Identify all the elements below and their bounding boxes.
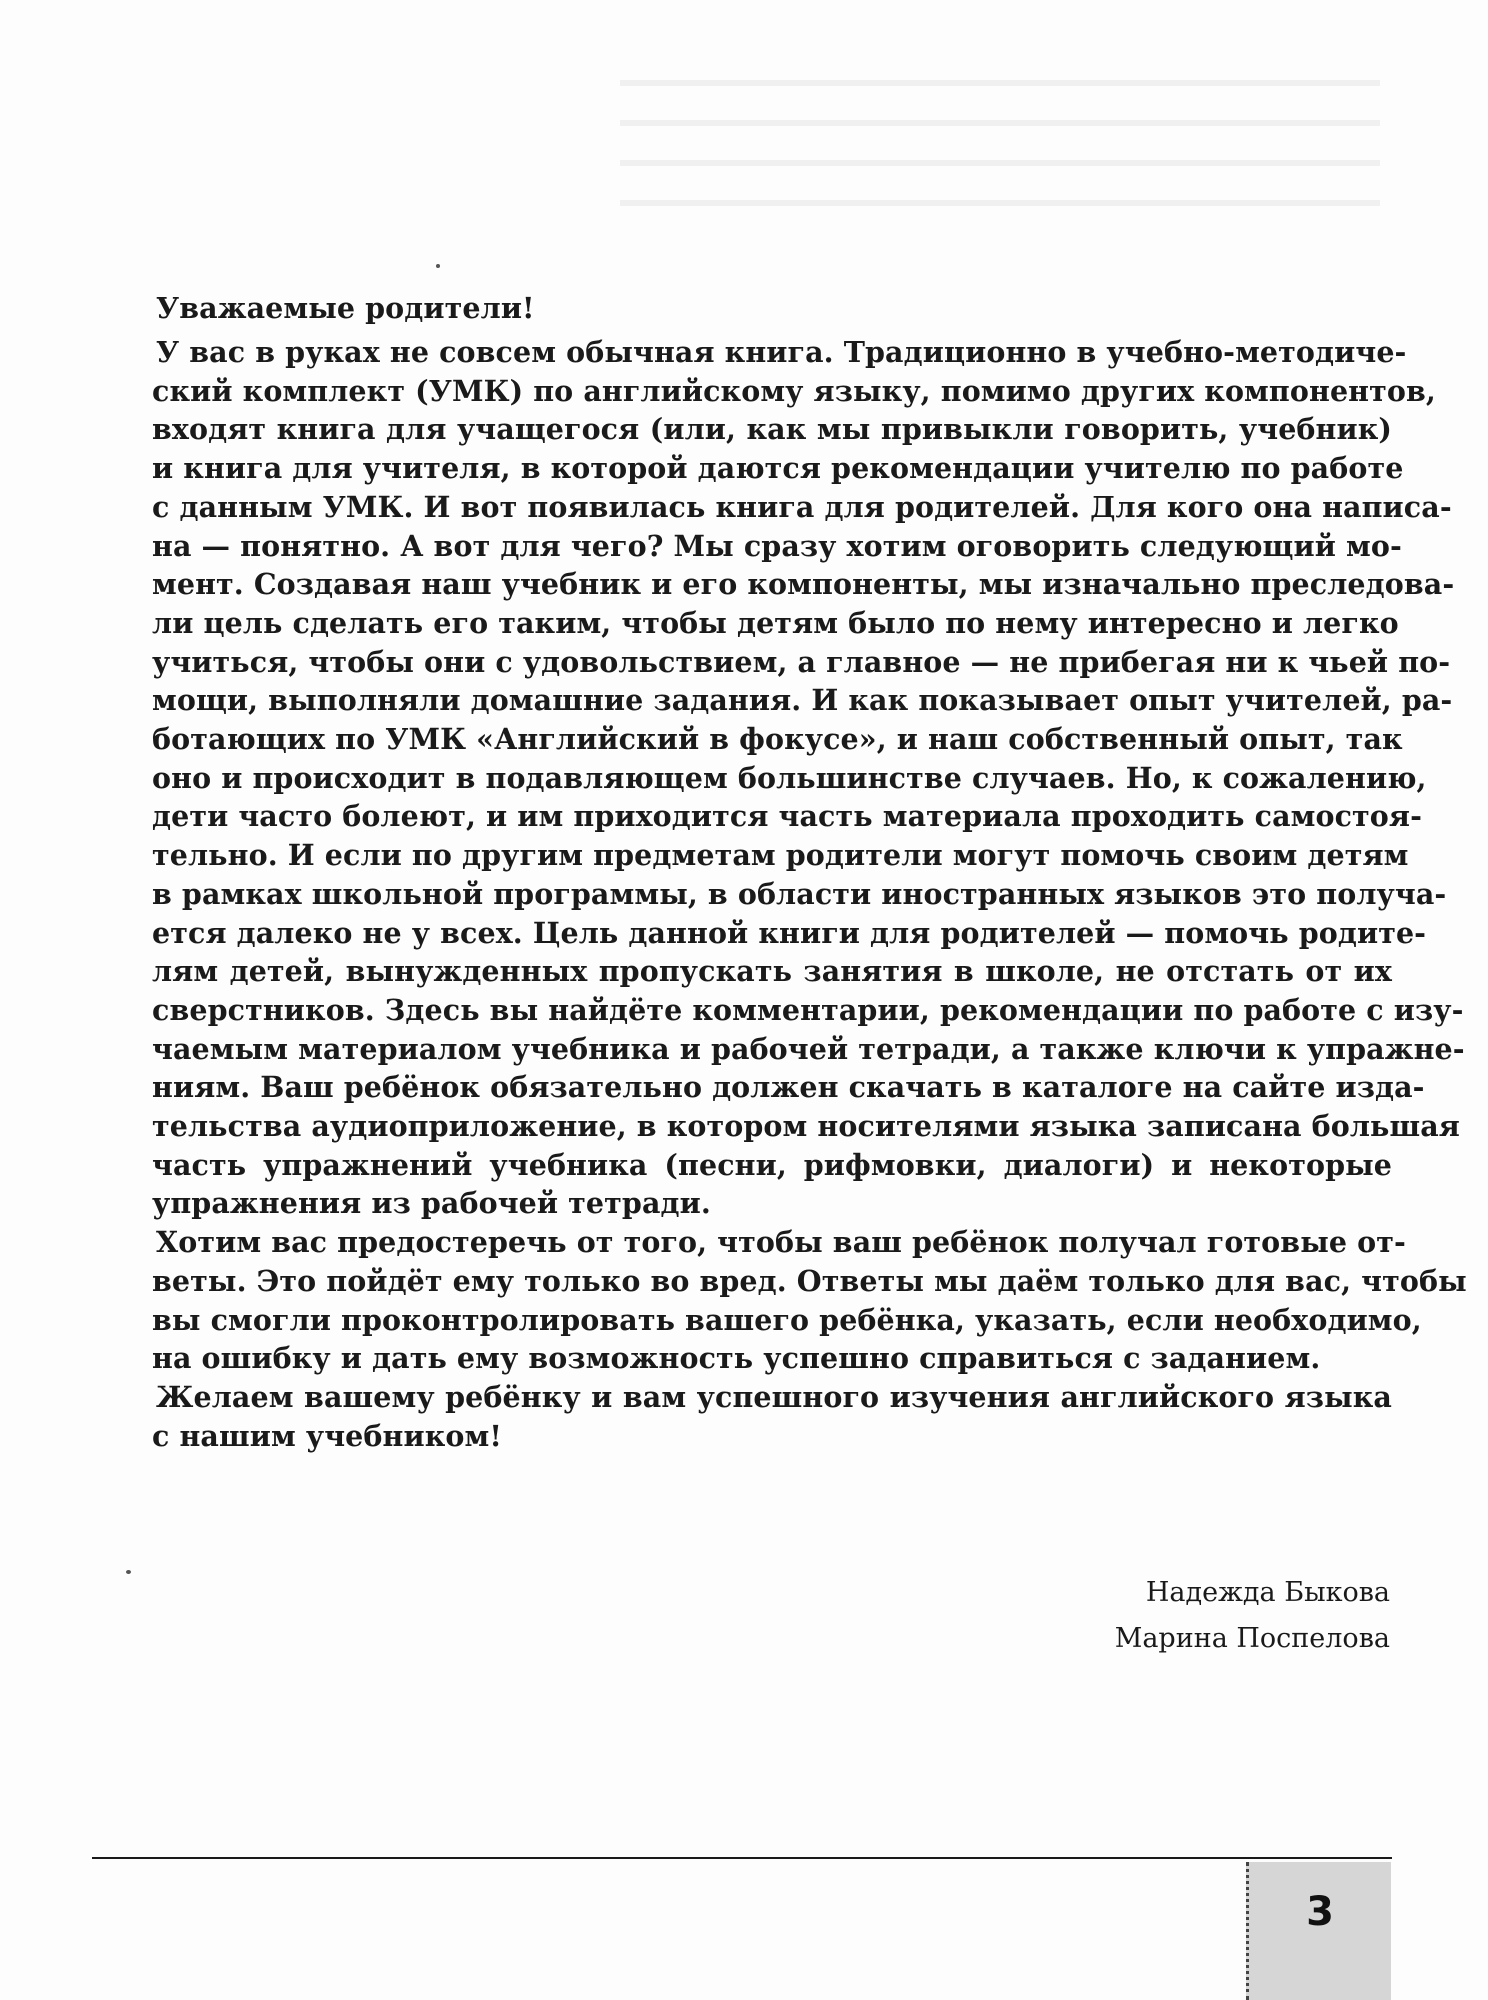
signature-author-1: Надежда Быкова: [1145, 1577, 1390, 1608]
text-line: в рамках школьной программы, в области иностранных языков это получа-: [152, 876, 1447, 911]
letter-greeting: Уважаемые родители!: [156, 291, 535, 325]
text-line: дети часто болеют, и им приходится часть материала проходить самостоя-: [152, 799, 1423, 834]
text-line: лям детей, вынужденных пропускать занятия в школе, не отстать от их: [152, 954, 1392, 989]
text-line: мощи, выполняли домашние задания. И как показывает опыт учителей, ра-: [152, 683, 1453, 718]
text-line: Хотим вас предостеречь от того, чтобы ваш ребёнок получал готовые от-: [156, 1225, 1406, 1260]
text-line: на — понятно. А вот для чего? Мы сразу хотим оговорить следующий мо-: [152, 528, 1402, 563]
text-line: тельно. И если по другим предметам родители могут помочь своим детям: [152, 838, 1409, 873]
paragraph-1: [152, 333, 1465, 1223]
text-line: ли цель сделать его таким, чтобы детям было по нему интересно и легко: [152, 605, 1399, 640]
text-line: и книга для учителя, в которой даются рекомендации учителю по работе: [152, 451, 1404, 486]
text-line: Желаем вашему ребёнку и вам успешного изучения английского языка: [156, 1379, 1392, 1414]
text-line: вы смогли проконтролировать вашего ребёнка, указать, если необходимо,: [152, 1302, 1422, 1337]
text-line: тельства аудиоприложение, в котором носителями языка записана большая: [152, 1109, 1460, 1144]
text-line: веты. Это пойдёт ему только во вред. Ответы мы даём только для вас, чтобы: [152, 1263, 1467, 1298]
page-number-tab: [1246, 1862, 1391, 2000]
print-speck: [126, 1570, 131, 1574]
text-line: чаемым материалом учебника и рабочей тетради, а также ключи к упражне-: [152, 1031, 1465, 1066]
show-through-text: [620, 80, 1380, 230]
text-line: мент. Создавая наш учебник и его компоненты, мы изначально преследова-: [152, 567, 1455, 602]
print-speck: [436, 264, 440, 268]
paragraph-2: [152, 1223, 1467, 1378]
text-line: учиться, чтобы они с удовольствием, а главное — не прибегая ни к чьей по-: [152, 644, 1451, 679]
text-line: ботающих по УМК «Английский в фокусе», и наш собственный опыт, так: [152, 722, 1403, 757]
text-line: с нашим учебником!: [152, 1418, 502, 1453]
text-line: ниям. Ваш ребёнок обязательно должен скачать в каталоге на сайте изда-: [152, 1070, 1425, 1105]
text-line: сверстников. Здесь вы найдёте комментарии, рекомендации по работе с изу-: [152, 992, 1464, 1027]
paragraph-3: [152, 1378, 1392, 1455]
text-line: У вас в руках не совсем обычная книга. Традиционно в учебно-методиче-: [156, 335, 1407, 369]
text-line: часть упражнений учебника (песни, рифмовки, диалоги) и некоторые: [152, 1147, 1392, 1182]
text-line: ется далеко не у всех. Цель данной книги для родителей — помочь родите-: [152, 915, 1427, 950]
footer-rule: [92, 1857, 1392, 1859]
signature-author-2: Марина Поспелова: [1114, 1623, 1390, 1654]
text-line: оно и происходит в подавляющем большинстве случаев. Но, к сожалению,: [152, 760, 1427, 795]
text-line: ский комплект (УМК) по английскому языку, помимо других компонентов,: [152, 373, 1436, 408]
letter-body: [152, 288, 1467, 1455]
signature-block: [1115, 1570, 1390, 1662]
page-number: 3: [1306, 1889, 1334, 1935]
text-line: с данным УМК. И вот появилась книга для родителей. Для кого она написа-: [152, 489, 1452, 524]
text-line: на ошибку и дать ему возможность успешно справиться с заданием.: [152, 1341, 1321, 1376]
text-line: упражнения из рабочей тетради.: [152, 1186, 711, 1221]
text-line: входят книга для учащегося (или, как мы привыкли говорить, учебник): [152, 412, 1392, 447]
